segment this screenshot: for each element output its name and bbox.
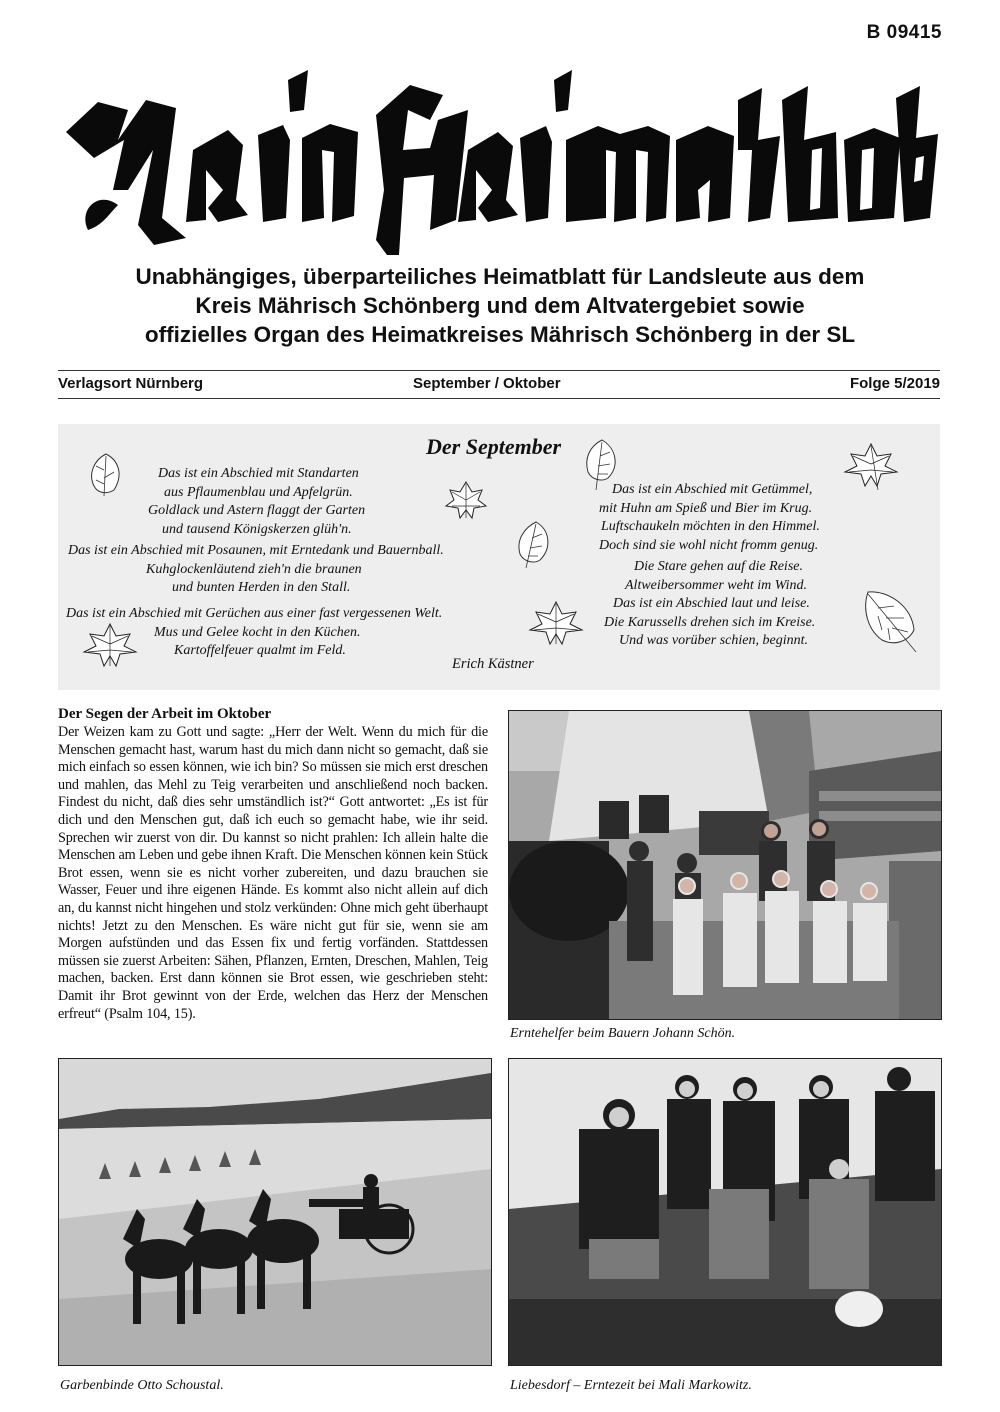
leaf-icon <box>84 450 128 500</box>
subtitle <box>40 262 960 349</box>
issue-number: B 09415 <box>866 22 942 43</box>
poem-line: Und was vorüber schien, beginnt. <box>619 633 808 648</box>
poem-line: Kuhglockenläutend zieh'n die braunen <box>146 561 362 577</box>
poem-line: Das ist ein Abschied mit Posaunen, mit Erntedank und Bauernball. <box>68 543 444 558</box>
issue-sequence: Folge 5/2019 <box>849 375 940 392</box>
poem-line: Das ist ein Abschied mit Gerüchen aus einer fast vergessenen Welt. <box>66 606 443 621</box>
poem-line: Doch sind sie wohl nicht fromm genug. <box>599 537 819 553</box>
publication-place: Verlagsort Nürnberg <box>58 375 204 392</box>
masthead-logo <box>58 40 938 255</box>
subtitle-line: Kreis Mährisch Schönberg und dem Altvatergebiet sowie <box>195 293 805 318</box>
poem-line: Goldlack und Astern flaggt der Garten <box>148 503 366 518</box>
poem-line: Das ist ein Abschied mit Standarten <box>158 466 359 481</box>
poem-line: und bunten Herden in den Stall. <box>172 580 351 595</box>
leaf-icon <box>842 440 900 492</box>
poem-line: Kartoffelfeuer qualmt im Feld. <box>174 643 346 658</box>
subtitle-line: Unabhängiges, überparteiliches Heimatblatt für Landsleute aus dem <box>135 264 865 289</box>
poem-line: mit Huhn am Spieß und Bier im Krug. <box>599 500 813 516</box>
poem-line: Das ist ein Abschied mit Getümmel, <box>612 482 813 497</box>
leaf-icon <box>528 598 584 648</box>
caption-liebesdorf: Liebesdorf – Erntezeit bei Mali Markowitz. <box>510 1378 752 1393</box>
leaf-icon <box>858 586 920 656</box>
poem-author: Erich Kästner <box>452 656 534 672</box>
article-body: Der Weizen kam zu Gott und sagte: „Herr der Welt. Wenn du mich für die Menschen gemacht hast, warum hast du mich dann nicht so gemacht, daß sie mich einfach so essen können, wie ich bin? So müssen sie mich erst dreschen und mahlen, das Mehl zu Teig verarbeiten und anschließend noch backen. Findest du nicht, daß dies sehr umständlich ist?“ Gott antwortet: „Es ist für dich und den Menschen gut, daß ich euch so gemacht habe, wie ihr seid. Sprechen wir zuerst von dir. Du kannst so nicht prahlen: Ich allein halte die Menschen am Leben und gebe ihnen Kraft. Die Menschen können kein Stück Brot essen, wenn sie es nicht vorher zubereiten, und dazu brauchen sie Wasser, Feuer und ihre eigenen Hände. Es kommt also nicht allein auf dich an, du kannst nicht hingehen und stolz verkünden: Ohne mich geht überhaupt nichts! Jetzt zu den Menschen. Es wäre nicht gut für sie, wenn sie am Morgen aufstünden und das Essen fix und fertig vorfänden. Stattdessen müssen sie zuerst Arbeiten: Sähen, Pflanzen, Ernten, Dreschen, Mahlen, Teig machen, backen. Erst dann können sie Brot essen, wie geschrieben steht: Damit ihr Brot gewinnt von der Erde, welchen das Herz der Menschen erfreut“ (Psalm 104, 15). <box>58 724 488 1022</box>
photo-harvest-helpers <box>508 710 942 1020</box>
header-rule-bottom <box>58 398 940 399</box>
leaf-icon <box>580 436 624 492</box>
caption-harvest-helpers: Erntehelfer beim Bauern Johann Schön. <box>510 1026 736 1041</box>
issue-months: September / Oktober <box>413 375 561 392</box>
caption-sheaf-binder: Garbenbinde Otto Schoustal. <box>60 1378 224 1393</box>
poem-line: Die Stare gehen auf die Reise. <box>634 559 803 574</box>
article-title: Der Segen der Arbeit im Oktober <box>58 706 272 722</box>
poem-line: Altweibersommer weht im Wind. <box>625 577 807 593</box>
photo-sheaf-binder <box>58 1058 492 1366</box>
subtitle-line: offizielles Organ des Heimatkreises Mährisch Schönberg in der SL <box>144 322 856 347</box>
poem-title: Der September <box>426 434 562 459</box>
poem-line: aus Pflaumenblau und Apfelgrün. <box>164 484 353 500</box>
poem-line: und tausend Königskerzen glüh'n. <box>162 521 352 537</box>
header-rule-top <box>58 370 940 371</box>
poem-line: Die Karussells drehen sich im Kreise. <box>604 614 816 630</box>
leaf-icon <box>512 518 556 570</box>
poem-line: Das ist ein Abschied laut und leise. <box>613 596 810 611</box>
poem-line: Luftschaukeln möchten in den Himmel. <box>601 519 820 534</box>
leaf-icon <box>444 478 488 522</box>
leaf-icon <box>80 620 140 670</box>
poem-line: Mus und Gelee kocht in den Küchen. <box>154 624 361 640</box>
photo-liebesdorf <box>508 1058 942 1366</box>
